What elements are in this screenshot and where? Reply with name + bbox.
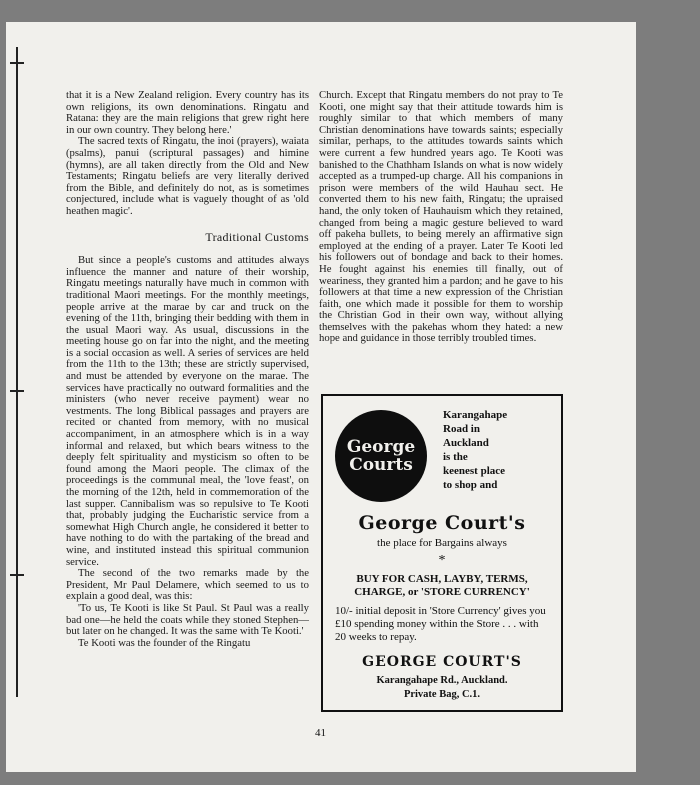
binding-mark	[10, 62, 24, 64]
ad-location-text	[443, 408, 507, 492]
binding-mark	[10, 574, 24, 576]
george-courts-logo	[335, 410, 427, 502]
ad-line: Karangahape Rd., Auckland.	[376, 675, 508, 686]
ad-star: *	[438, 553, 446, 568]
binding-mark	[10, 390, 24, 392]
paragraph: Church. Except that Ringatu members do not pray to Te Kooti, one might say that their attitude towards him is roughly similar to that which members of many Christian denominations have towards saints; especially similar, perhaps, to the attitudes towards saints which were current a few hundred years ago. Te Kooti was banished to the Chathham Islands on what is now widely accepted as a trumped-up charge. All his companions in prison were members of the wild Hauhau sect. He converted them to his new faith, Ringatu; the upraised hand, the only token of Hauhauism which they retained, changed from being a magic gesture believed to ward off pakeha bullets, to being merely an affirmative sign employed at the ending of a prayer. Later Te Kooti led his followers out of bondage and back to their homes. He fought against his enemies till finally, out of weariness, they granted him a pardon; and he gave to his followers at that time a new expression of the Christian faith, one which made it possible for them to worship the Christian God in their own way, without allying themselves with the pakehas whom they hated: a new hope and guidance in those terribly troubled times.	[319, 89, 563, 345]
ad-line: keenest place	[443, 465, 506, 477]
ad-line: BUY FOR CASH, LAYBY, TERMS,	[356, 573, 528, 585]
paragraph: The second of the two remarks made by the President, Mr Paul Delamere, which seemed to us to explain a good deal, was this:	[66, 567, 309, 603]
ad-line: Auckland	[443, 437, 489, 449]
right-column	[319, 90, 563, 345]
ad-line: Road in	[443, 423, 480, 435]
paragraph: that it is a New Zealand religion. Every country has its own religions, its own denominations. Ringatu and Ratana: they are the main religions that grew right here in our own country. They belong here.'	[66, 89, 309, 136]
ad-line: is the	[443, 451, 468, 463]
ad-address	[335, 674, 549, 702]
ad-deposit-offer: 10/- initial deposit in 'Store Currency' gives you £10 spending money within the Store . . . with 20 weeks to repay.	[335, 605, 546, 643]
magazine-page	[6, 22, 636, 772]
paragraph: But since a people's customs and attitudes always influence the manner and nature of their worship, Ringatu meetings naturally have much in common with traditional Maori meetings. For the monthly meetings, people arrive at the marae by car and truck on the evening of the 11th, bringing their bedding with them in the usual Maori way. As usual, discussions in the meeting house go on far into the night, and the meeting is a social occasion as well. A series of services are held from the 11th to the 13th; these are strictly supervised, and must be attended by everyone on the marae. The services have practically no outward formalities and the ministers (who never receive payment) wear no vestments. The long Biblical passages and prayers are recited or chanted from memory, with no musical accompaniment, in an atmosphere which is in a way informal and relaxed, but which bears witness to the deeply felt spirituality and mysticism so often to be found among the Maori people. The climax of the proceedings is the communal meal, the 'love feast', on the morning of the 12th, held in commemoration of the last supper. Cannibalism was so repulsive to Te Kooti that, probably judging the Eucharistic service from a somewhat High Church angle, he considered it better to have nothing to do with the partaking of the bread and wine, and instituted instead this spiritual communion service.	[66, 254, 309, 568]
ad-brand-caps: GEORGE COURT'S	[362, 654, 522, 670]
ad-line: Karangahape	[443, 409, 508, 421]
george-courts-advertisement	[321, 394, 563, 712]
paragraph: Te Kooti was the founder of the Ringatu	[78, 636, 251, 649]
paragraph: 'To us, Te Kooti is like St Paul. St Paul was a really bad one—he held the coats while they stoned Stephen—but later on he changed. It was the same with Te Kooti.'	[66, 601, 309, 638]
ad-line: Private Bag, C.1.	[403, 689, 481, 700]
ad-line: CHARGE, or 'STORE CURRENCY'	[354, 586, 530, 598]
ad-store-name: George Court's	[358, 512, 526, 534]
ad-line: to shop and	[443, 479, 498, 491]
binding-line	[16, 47, 18, 697]
paragraph: The sacred texts of Ringatu, the inoi (prayers), waiata (psalms), panui (scriptural passages) and himine (hymns), are all taken directly from the Old and New Testaments; Ringatu beliefs are very literally derived from the Bible, and definitely do not, as is sometimes conjectured, include what is vaguely thought of as 'old heathen magic'.	[66, 135, 309, 217]
logo-text: Courts	[349, 455, 413, 475]
ad-header	[335, 406, 549, 502]
left-column	[66, 90, 309, 649]
page-number: 41	[315, 727, 326, 739]
logo-text: George	[346, 437, 416, 457]
ad-tagline: the place for Bargains always	[377, 537, 507, 549]
section-heading: Traditional Customs	[205, 229, 309, 244]
ad-payment-options	[335, 573, 549, 599]
